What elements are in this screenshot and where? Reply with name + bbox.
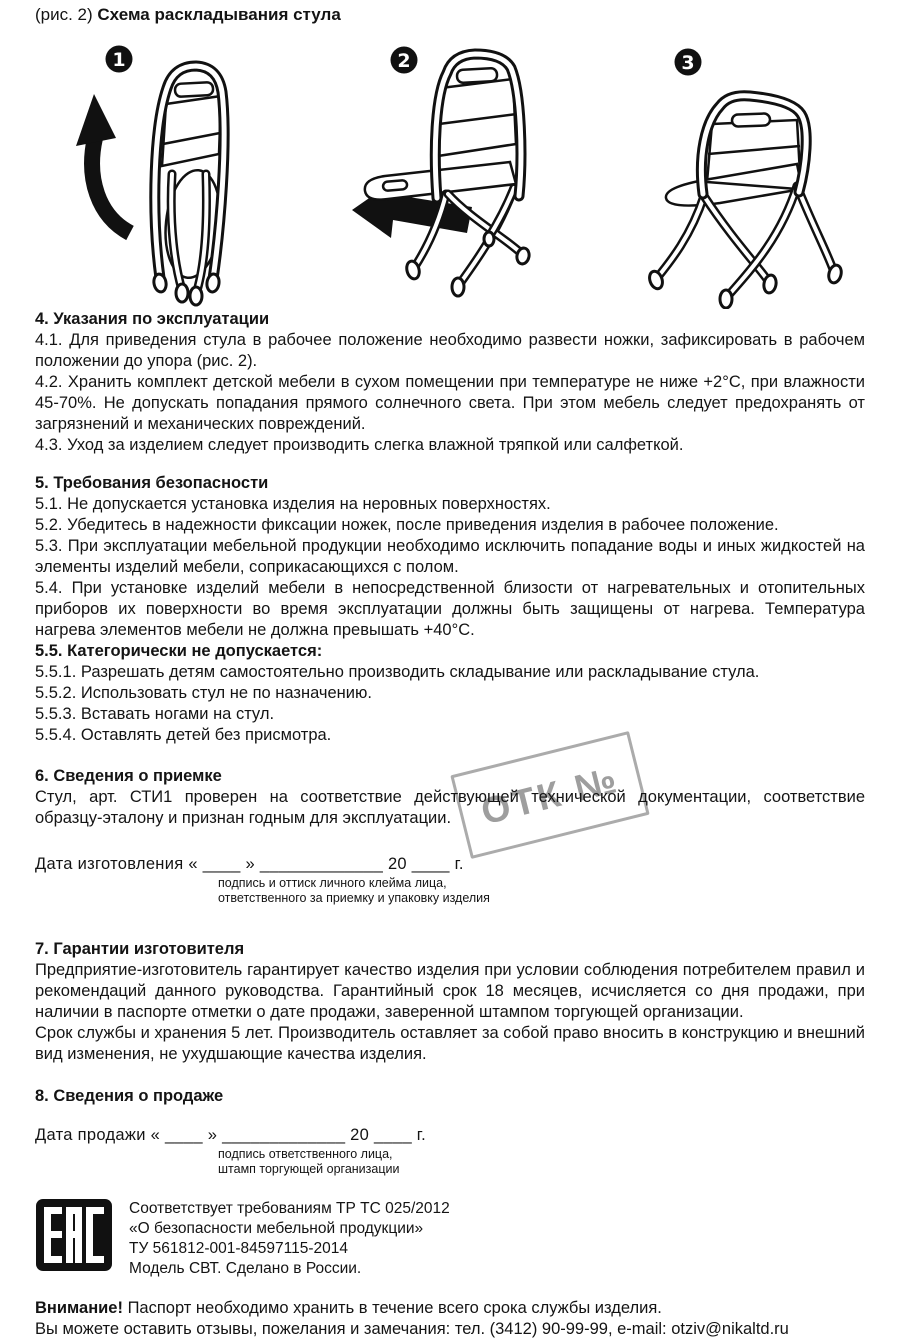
section-sale: [35, 1086, 865, 1177]
clause-4-3: 4.3. Уход за изделием следует производить слегка влажной тряпкой или салфеткой.: [35, 436, 684, 454]
clause-5-5-1: 5.5.1. Разрешать детям самостоятельно производить складывание или раскладывание стула.: [35, 663, 760, 681]
clause-5-5-3: 5.5.3. Вставать ногами на стул.: [35, 705, 275, 723]
figure-3-open-chair: [647, 49, 843, 309]
section-4-heading: 4. Указания по эксплуатации: [35, 310, 270, 328]
footer-note: [35, 1298, 865, 1340]
clause-5-2: 5.2. Убедитесь в надежности фиксации ножек, после приведения изделия в рабочее положение.: [35, 516, 779, 534]
clause-4-2: 4.2. Хранить комплект детской мебели в сухом помещении при температуре не ниже +2°С, при влажности 45-70%. Не допускать попадания прямого солнечного света. При этом мебель следует предохранять от загрязнений и механических повреждений.: [35, 373, 865, 433]
section-7-heading: 7. Гарантии изготовителя: [35, 940, 245, 958]
eac-mark-icon: [35, 1198, 113, 1272]
acceptance-text: Стул, арт. СТИ1 проверен на соответствие действующей технической документации, соответствие образцу-эталону и признан годным для эксплуатации.: [35, 788, 865, 827]
page-title: [35, 4, 865, 26]
clause-5-1: 5.1. Не допускается установка изделия на неровных поверхностях.: [35, 495, 551, 513]
section-usage: [35, 309, 865, 456]
compliance-line-4: Модель СВТ. Сделано в России.: [129, 1260, 362, 1277]
section-warranty: [35, 939, 865, 1065]
compliance-line-2: «О безопасности мебельной продукции»: [129, 1220, 424, 1237]
clause-5-3: 5.3. При эксплуатации мебельной продукции необходимо исключить попадание воды и иных жидкостей на элементы изделий мебели, соприкасающихся с полом.: [35, 537, 865, 576]
figure-1-folded-chair: [76, 46, 225, 306]
compliance-text: [129, 1198, 450, 1279]
section-8-heading: 8. Сведения о продаже: [35, 1087, 224, 1105]
section-acceptance: [35, 758, 865, 906]
unfolding-diagram: [0, 26, 900, 309]
attention-label: Внимание!: [35, 1299, 123, 1317]
page-title-text: Схема раскладывания стула: [97, 5, 341, 24]
attention-line: Внимание! Паспорт необходимо хранить в течение всего срока службы изделия.: [35, 1299, 662, 1317]
clause-5-5-4: 5.5.4. Оставлять детей без присмотра.: [35, 726, 332, 744]
clause-5-5-heading: 5.5. Категорически не допускается:: [35, 642, 323, 660]
warranty-paragraph-2: Срок службы и хранения 5 лет. Производитель оставляет за собой право вносить в конструкцию и внешний вид изменения, не ухудшающие качества изделия.: [35, 1024, 865, 1063]
clause-5-4: 5.4. При установке изделий мебели в непосредственной близости от нагревательных и отопительных приборов их поверхности во время эксплуатации должны быть защищены от нагрева. Температура нагрева элементов мебели не должна превышать +40°С.: [35, 579, 865, 639]
figure-reference: (рис. 2): [35, 5, 98, 24]
warranty-paragraph-1: Предприятие-изготовитель гарантирует качество изделия при условии соблюдения потребителем правил и рекомендаций данного руководства. Гарантийный срок 18 месяцев, исчисляется со дня продажи, при наличии в паспорте отметки о дате продажи, заверенной штампом торгующей организации.: [35, 961, 865, 1021]
sale-date-line: Дата продажи « ____ » _____________ 20 ____ г.: [35, 1126, 426, 1144]
compliance-line-3: ТУ 561812-001-84597115-2014: [129, 1240, 348, 1257]
step-2-number: 2: [397, 50, 411, 72]
feedback-line: Вы можете оставить отзывы, пожелания и замечания: тел. (3412) 90-99-99, e-mail: otziv@nikaltd.ru: [35, 1320, 789, 1338]
clause-5-5-2: 5.5.2. Использовать стул не по назначению.: [35, 684, 372, 702]
step-1-number: 1: [112, 49, 126, 71]
otk-stamp-text: ОТК №: [476, 758, 624, 832]
section-6-heading: 6. Сведения о приемке: [35, 767, 222, 785]
manufacture-date-caption: подпись и оттиск личного клейма лица, ответственного за приемку и упаковку изделия: [218, 876, 490, 905]
section-safety: [35, 473, 865, 746]
compliance-block: [35, 1198, 865, 1279]
rotate-up-arrow-icon: [76, 94, 130, 233]
section-5-heading: 5. Требования безопасности: [35, 474, 269, 492]
compliance-line-1: Соответствует требованиям ТР ТС 025/2012: [129, 1200, 450, 1217]
manufacture-date-line: Дата изготовления « ____ » _____________ 20 ____ г.: [35, 855, 464, 873]
clause-4-1: 4.1. Для приведения стула в рабочее положение необходимо развести ножки, зафиксировать в рабочем положении до упора (рис. 2).: [35, 331, 865, 370]
figure-2-half-open-chair: [352, 47, 531, 297]
sale-date-caption: подпись ответственного лица, штамп торгующей организации: [218, 1147, 400, 1176]
step-3-number: 3: [681, 52, 695, 74]
